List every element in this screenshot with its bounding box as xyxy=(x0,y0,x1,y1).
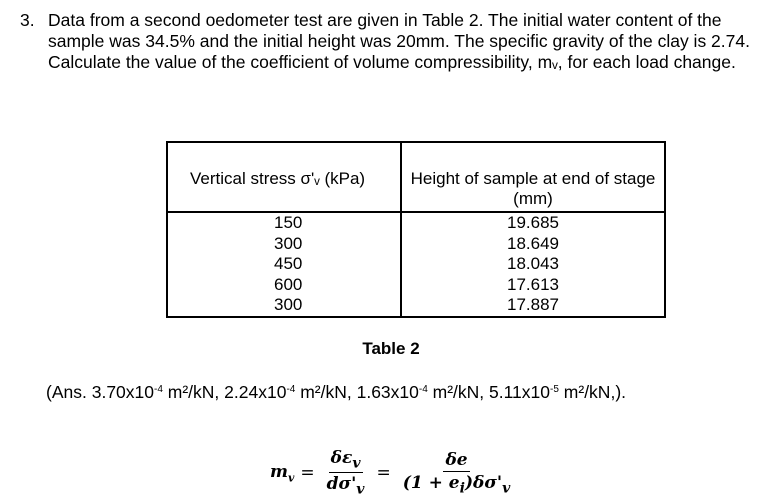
formula-lhs: $m_v$ xyxy=(270,461,295,485)
equals-sign: = xyxy=(376,462,391,483)
void-ratio-fraction: $\frac{\delta e}{(1 + e_i)\delta\sigma'_v}$ xyxy=(402,449,511,497)
table-row xyxy=(167,234,665,255)
strain-fraction: $\frac{\delta\varepsilon_v}{d\sigma'_v}$ xyxy=(326,448,365,498)
stress-cell: 300 xyxy=(167,295,401,317)
mv-formula xyxy=(270,448,516,498)
table-row xyxy=(167,275,665,296)
height-cell: 19.685 xyxy=(401,212,665,234)
header-vertical-stress: Vertical stress σ'ᵥ (kPa) xyxy=(167,142,401,212)
height-cell: 17.613 xyxy=(401,275,665,296)
table-row xyxy=(167,212,665,234)
answer-line: (Ans. $3.70x10^{-4}$ m²/kN, $2.24x10^{-4}$ m²/kN, $1.63x10^{-4}$ m²/kN, $5.11x10^{-5}$ m²/kN,). xyxy=(46,382,627,402)
question-text: Data from a second oedometer test are given in Table 2. The initial water content of the sample was 34.5% and the initial height was 20mm. The specific gravity of the clay is 2.74. Calculate the value of the coefficient of volume compressibility, mᵥ, for each load change. xyxy=(48,10,750,72)
data-table xyxy=(166,141,666,318)
question-number: 3. xyxy=(20,10,35,30)
height-cell: 17.887 xyxy=(401,295,665,317)
height-cell: 18.043 xyxy=(401,254,665,275)
header-sample-height: Height of sample at end of stage (mm) xyxy=(401,142,665,212)
answer-value: $3.70x10^{-4}$ m²/kN, xyxy=(91,382,225,402)
answer-value: $2.24x10^{-4}$ m²/kN, xyxy=(224,382,357,402)
table-caption: Table 2 xyxy=(362,339,420,358)
question-block xyxy=(20,10,772,73)
stress-cell: 300 xyxy=(167,234,401,255)
table-row xyxy=(167,295,665,317)
height-cell: 18.649 xyxy=(401,234,665,255)
answer-value: $5.11x10^{-5}$ m²/kN, xyxy=(489,382,616,402)
answer-value: $1.63x10^{-4}$ m²/kN, xyxy=(356,382,490,402)
stress-cell: 150 xyxy=(167,212,401,234)
table-row xyxy=(167,254,665,275)
stress-cell: 600 xyxy=(167,275,401,296)
stress-cell: 450 xyxy=(167,254,401,275)
equals-sign: = xyxy=(300,462,315,483)
table-header-row xyxy=(167,142,665,212)
